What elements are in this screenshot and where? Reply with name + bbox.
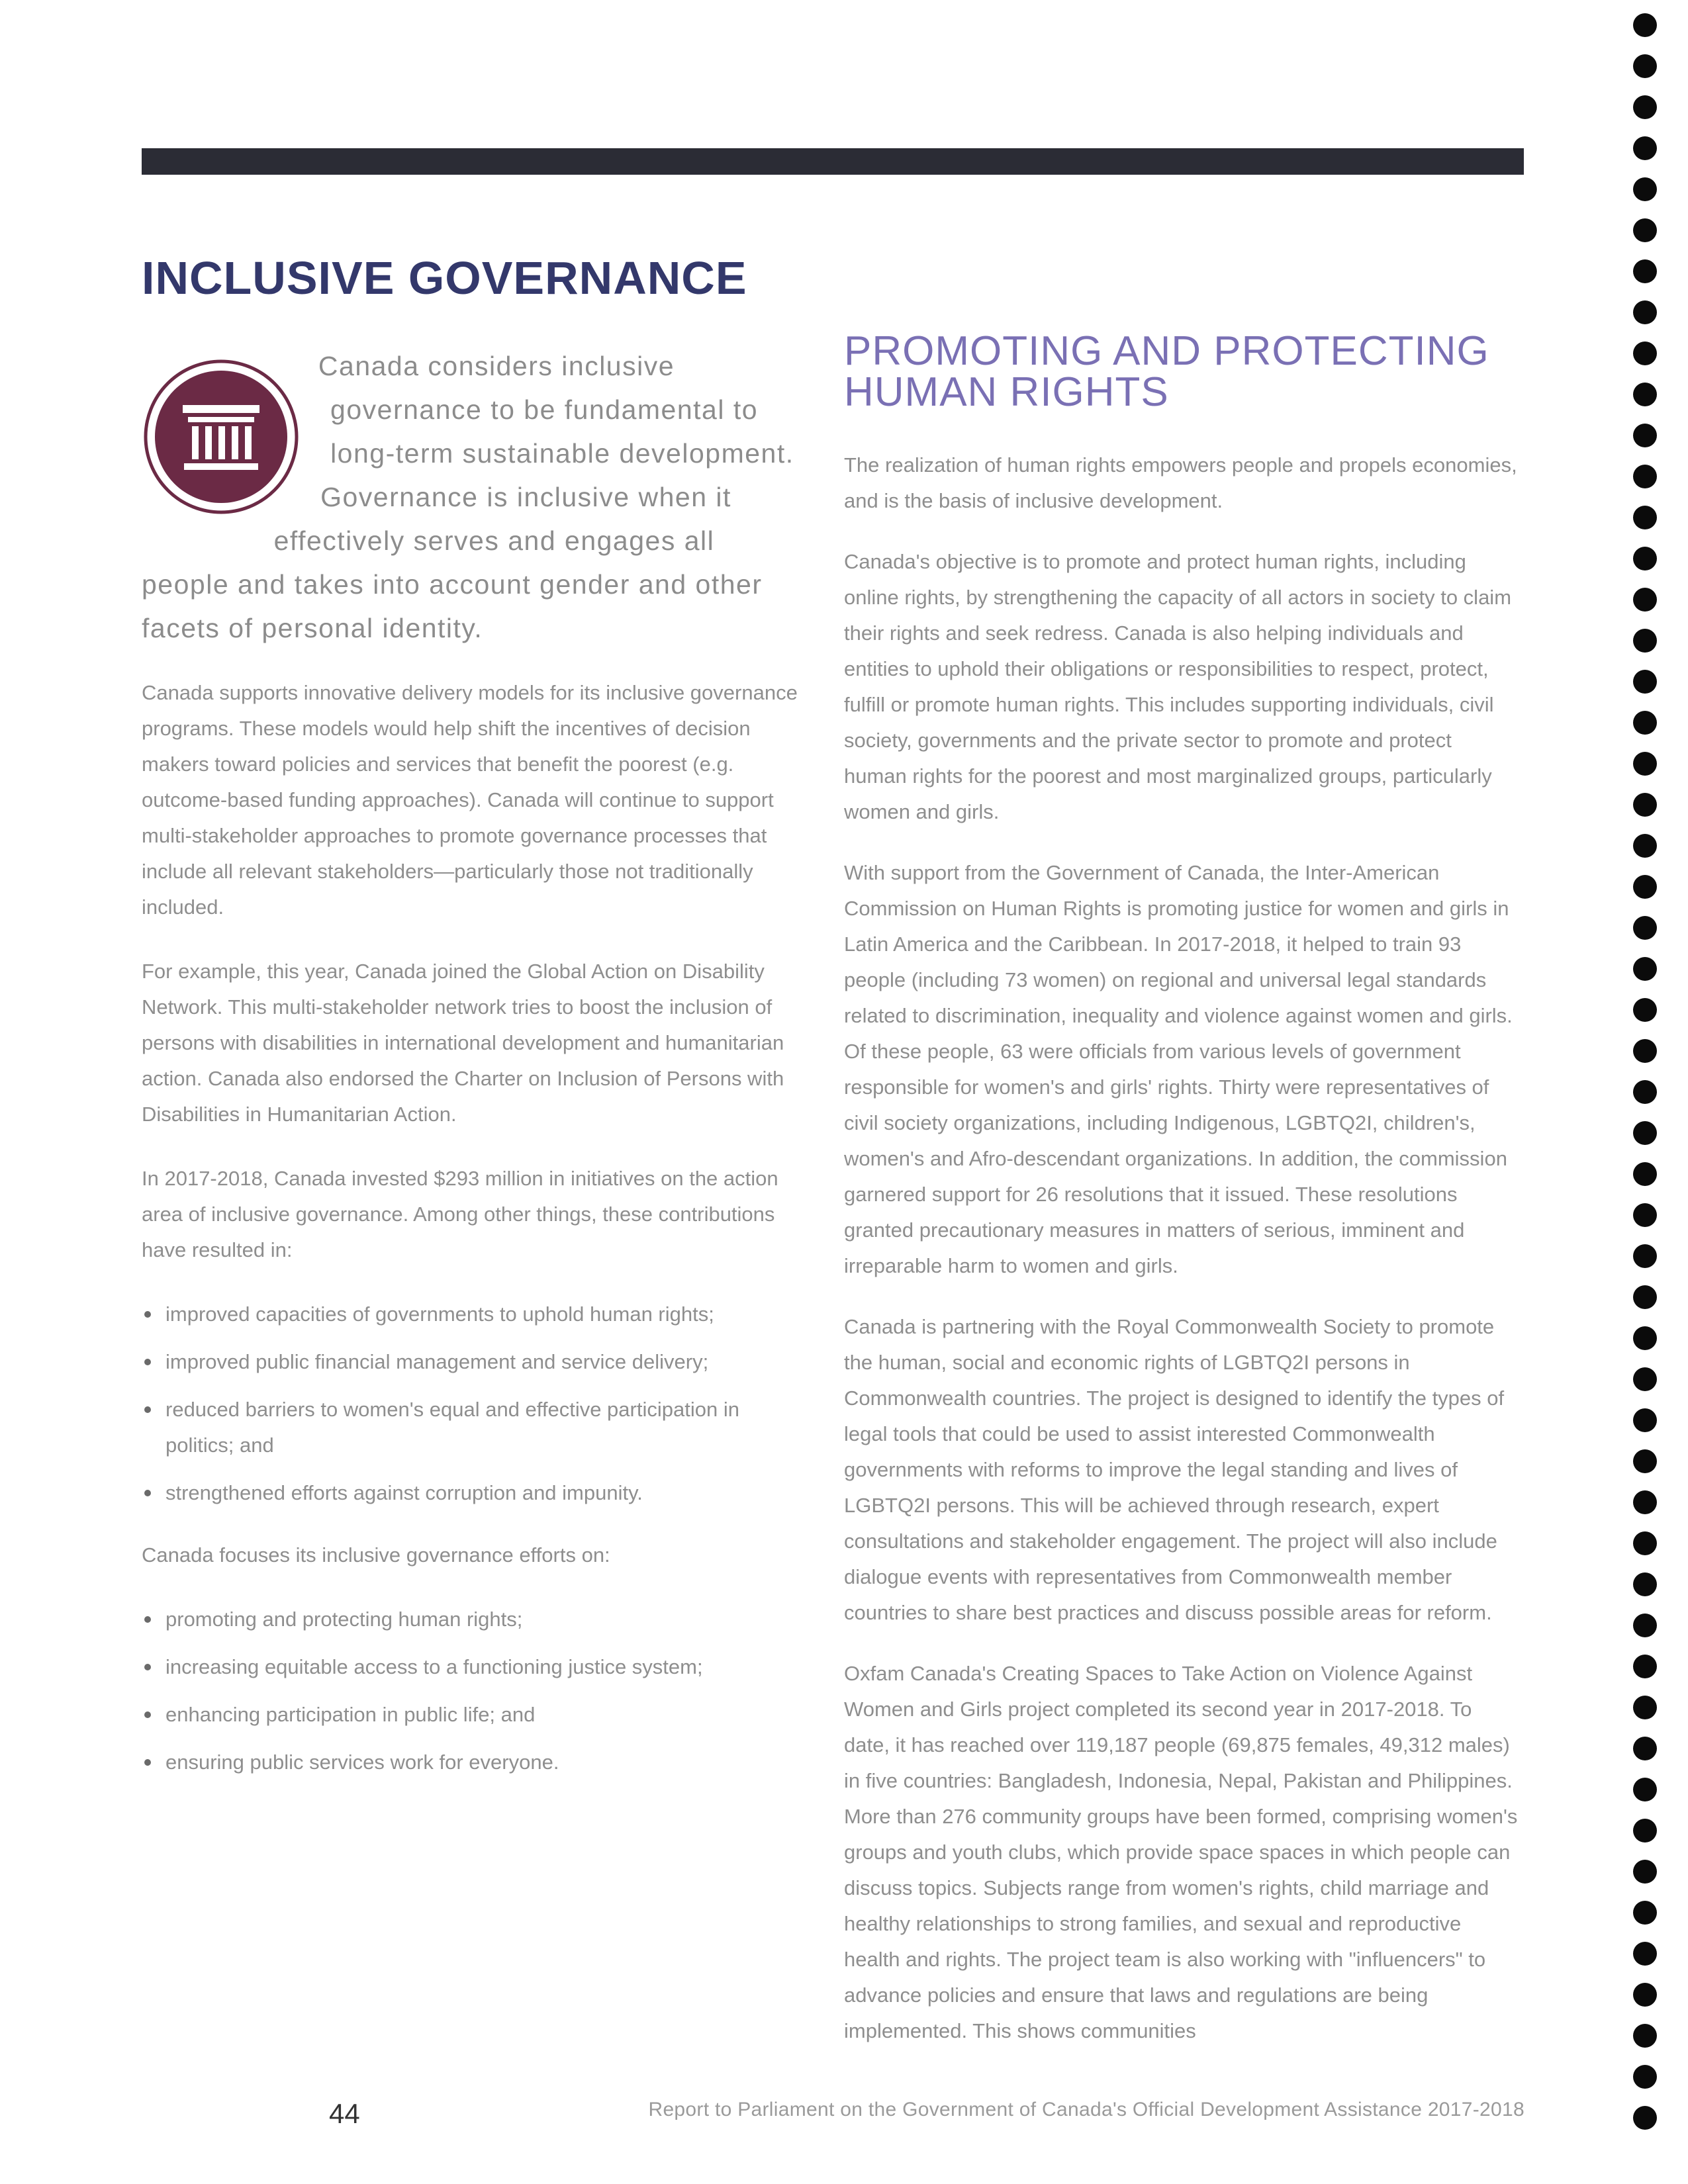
binding-hole <box>1633 259 1657 283</box>
binding-hole <box>1633 1367 1657 1391</box>
binding-hole <box>1633 1162 1657 1186</box>
binding-hole <box>1633 1039 1657 1063</box>
binding-hole <box>1633 752 1657 776</box>
binding-hole <box>1633 2106 1657 2130</box>
footer-text: Report to Parliament on the Government of Canada's Official Development Assistance 2017-2018 <box>648 2099 1524 2120</box>
binding-hole <box>1633 465 1657 488</box>
paragraph: Canada supports innovative delivery models for its inclusive governance programs. These models would help shift the incentives of decision makers toward policies and services that benefit the poorest (e.g. outcome-based funding approaches). Canada will continue to support multi-stakeholder approaches to promote governance processes that include all relevant stakeholders—particularly those not traditionally included. <box>142 681 798 919</box>
binding-hole <box>1633 383 1657 406</box>
binding-hole <box>1633 1408 1657 1432</box>
binding-hole <box>1633 300 1657 324</box>
left-body <box>142 675 804 1268</box>
paragraph: In 2017-2018, Canada invested $293 million in initiatives on the action area of inclusive governance. Among other things, these contributions have resulted in: <box>142 1167 778 1261</box>
left-column <box>142 344 804 1807</box>
binding-hole <box>1633 1285 1657 1309</box>
binding-hole <box>1633 1203 1657 1227</box>
paragraph: Canada is partnering with the Royal Commonwealth Society to promote the human, social and economic rights of LGBTQ2I persons in Commonwealth countries. The project is designed to identify the types of legal tools that could be used to assist interested Commonwealth governments with reforms to improve the legal standing and lives of LGBTQ2I persons. This will be achieved through research, expert consultations and stakeholder engagement. The project will also include dialogue events with representatives from Commonwealth member countries to share best practices and discuss possible areas for reform. <box>844 1315 1505 1624</box>
government-building-icon <box>142 357 301 516</box>
binding-hole <box>1633 998 1657 1022</box>
binding-hole <box>1633 711 1657 735</box>
binding-hole <box>1633 2065 1657 2089</box>
binding-hole <box>1633 177 1657 201</box>
list-item: increasing equitable access to a functioning justice system; <box>142 1649 804 1685</box>
list-item: strengthened efforts against corruption and impunity. <box>142 1475 804 1511</box>
paragraph: Canada's objective is to promote and protect human rights, including online rights, by strengthening the capacity of all actors in society to claim their rights and seek redress. Canada is also helping individuals and entities to uphold their obligations or responsibilities to respect, protect, fulfill or promote human rights. This includes supporting individuals, civil society, governments and the private sector to promote and protect human rights for the poorest and most marginalized groups, particularly women and girls. <box>844 550 1512 823</box>
list-item: reduced barriers to women's equal and effective participation in politics; and <box>142 1392 804 1463</box>
binding-hole <box>1633 670 1657 694</box>
list-item: promoting and protecting human rights; <box>142 1602 804 1637</box>
binding-hole <box>1633 1737 1657 1760</box>
binding-hole <box>1633 506 1657 529</box>
binding-hole <box>1633 1449 1657 1473</box>
binding-hole <box>1633 875 1657 899</box>
binding-hole <box>1633 54 1657 78</box>
binding-hole <box>1633 1901 1657 1925</box>
binding-hole <box>1633 1696 1657 1719</box>
binding-hole <box>1633 424 1657 447</box>
intro-statement: Canada considers inclusive governance to be fundamental to long-term sustainable development. Governance is inclusive when it effectively serves and engages all people and takes into account gender and other facets of personal identity. <box>142 351 794 643</box>
paragraph: Canada focuses its inclusive governance efforts on: <box>142 1543 610 1567</box>
binding-hole <box>1633 629 1657 653</box>
right-column <box>844 328 1519 2074</box>
spiral-binding-holes <box>1625 13 1665 2177</box>
binding-hole <box>1633 1531 1657 1555</box>
binding-hole <box>1633 341 1657 365</box>
binding-hole <box>1633 1819 1657 1843</box>
list-item: improved capacities of governments to uphold human rights; <box>142 1297 804 1332</box>
paragraph: The realization of human rights empowers people and propels economies, and is the basis of inclusive development. <box>844 453 1517 512</box>
binding-hole <box>1633 588 1657 612</box>
binding-hole <box>1633 1326 1657 1350</box>
binding-hole <box>1633 136 1657 160</box>
list-item: ensuring public services work for everyone. <box>142 1745 804 1780</box>
binding-hole <box>1633 834 1657 858</box>
binding-hole <box>1633 95 1657 119</box>
binding-hole <box>1633 1244 1657 1268</box>
paragraph: For example, this year, Canada joined the Global Action on Disability Network. This multi-stakeholder network tries to boost the inclusion of persons with disabilities in international development and humanitarian action. Canada also endorsed the Charter on Inclusion of Persons with Disabilities in Humanitarian Action. <box>142 960 784 1126</box>
binding-hole <box>1633 1860 1657 1884</box>
binding-hole <box>1633 13 1657 37</box>
binding-hole <box>1633 1614 1657 1637</box>
binding-hole <box>1633 916 1657 940</box>
binding-hole <box>1633 2024 1657 2048</box>
top-banner-bar <box>142 148 1524 175</box>
section-title: INCLUSIVE GOVERNANCE <box>142 252 747 304</box>
binding-hole <box>1633 1490 1657 1514</box>
binding-hole <box>1633 1778 1657 1801</box>
list-item: improved public financial management and service delivery; <box>142 1344 804 1380</box>
binding-hole <box>1633 1121 1657 1145</box>
results-list <box>142 1297 804 1511</box>
binding-hole <box>1633 793 1657 817</box>
binding-hole <box>1633 957 1657 981</box>
list-item: enhancing participation in public life; and <box>142 1697 804 1733</box>
binding-hole <box>1633 547 1657 570</box>
binding-hole <box>1633 1080 1657 1104</box>
focus-list <box>142 1602 804 1780</box>
paragraph: Oxfam Canada's Creating Spaces to Take Action on Violence Against Women and Girls project completed its second year in 2017-2018. To date, it has reached over 119,187 people (69,875 females, 49,312 males) in five countries: Bangladesh, Indonesia, Nepal, Pakistan and Philippines. More than 276 community groups have been formed, comprising women's groups and youth clubs, which provide space spaces in which people can discuss topics. Subjects range from women's rights, child marriage and healthy relationships to strong families, and sexual and reproductive health and rights. The project team is also working with "influencers" to advance policies and ensure that laws and regulations are being implemented. This shows communities <box>844 1662 1518 2042</box>
page-number: 44 <box>329 2098 360 2129</box>
subsection-title: PROMOTING AND PROTECTING HUMAN RIGHTS <box>844 328 1489 415</box>
binding-hole <box>1633 1942 1657 1966</box>
binding-hole <box>1633 1572 1657 1596</box>
binding-hole <box>1633 1983 1657 2007</box>
binding-hole <box>1633 218 1657 242</box>
paragraph: With support from the Government of Canada, the Inter-American Commission on Human Rights is promoting justice for women and girls in Latin America and the Caribbean. In 2017-2018, it helped to train 93 people (including 73 women) on regional and universal legal standards related to discrimination, inequality and violence against women and girls. Of these people, 63 were officials from various levels of government responsible for women's and girls' rights. Thirty were representatives of civil society organizations, including Indigenous, LGBTQ2I, children's, women's and Afro-descendant organizations. In addition, the commission garnered support for 26 resolutions that it issued. These resolutions granted precautionary measures in matters of serious, imminent and irreparable harm to women and girls. <box>844 861 1513 1277</box>
binding-hole <box>1633 1655 1657 1678</box>
